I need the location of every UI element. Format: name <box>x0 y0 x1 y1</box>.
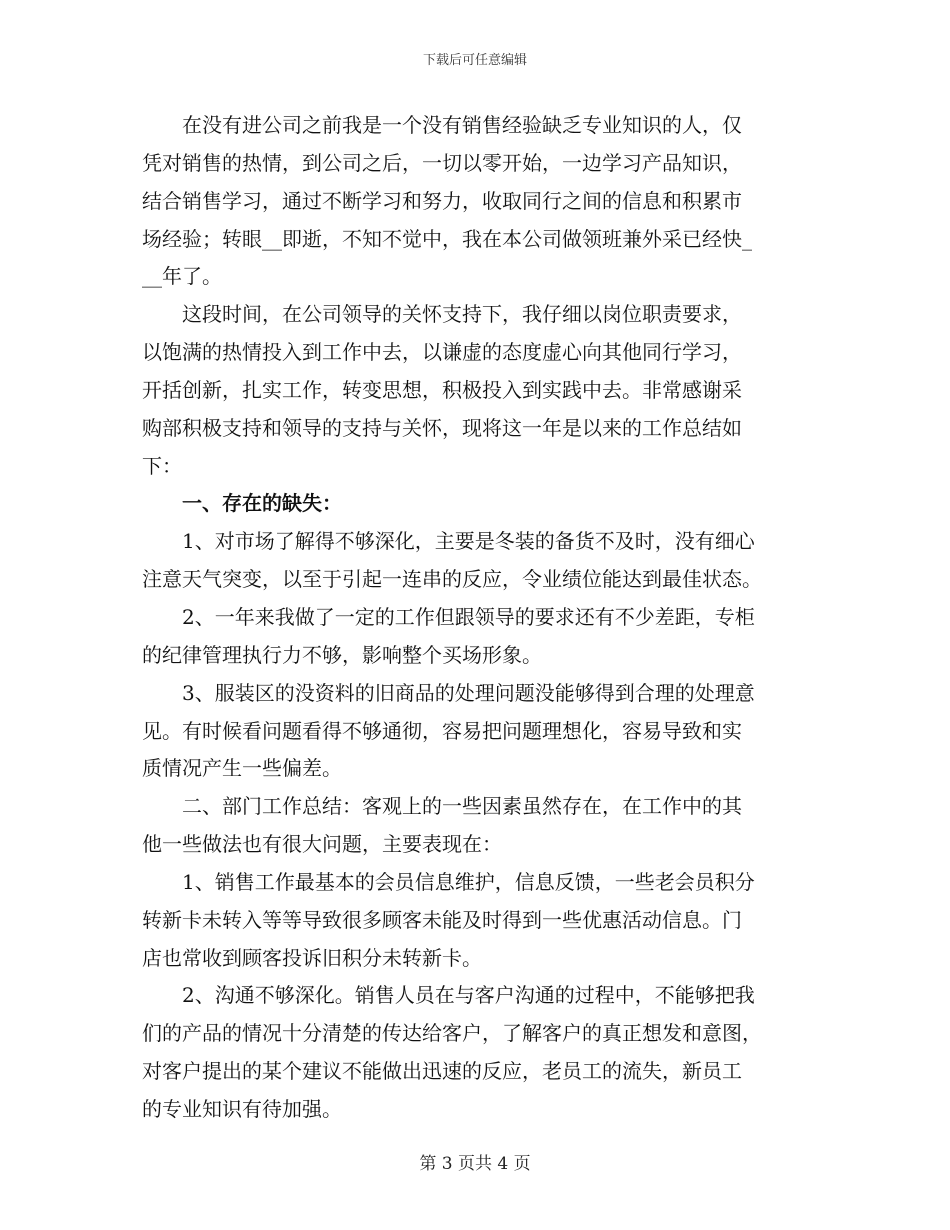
page-footer: 第 3 页共 4 页 <box>419 1154 531 1174</box>
page-header: 下载后可任意编辑 <box>422 53 527 68</box>
text-line: 下： <box>142 453 182 478</box>
text-line: 场经验；转眼__即逝，不知不觉中，我在本公司做领班兼外采已经快_ <box>142 226 752 251</box>
text-line: 购部积极支持和领导的支持与关怀，现将这一年是以来的工作总结如 <box>142 415 742 440</box>
text-line: 二、部门工作总结：客观上的一些因素虽然存在，在工作中的其 <box>182 794 742 819</box>
text-line: 见。有时候看问题看得不够通彻，容易把问题理想化，容易导致和实 <box>142 718 742 743</box>
text-line: 注意天气突变，以至于引起一连串的反应，令业绩位能达到最佳状态。 <box>142 567 762 592</box>
text-line: 结合销售学习，通过不断学习和努力，收取同行之间的信息和积累市 <box>142 188 742 213</box>
text-line: 1、对市场了解得不够深化，主要是冬装的备货不及时，没有细心 <box>182 529 755 554</box>
text-line: 转新卡未转入等等导致很多顾客未能及时得到一些优惠活动信息。门 <box>142 907 742 932</box>
text-line: 的专业知识有待加强。 <box>142 1096 342 1121</box>
text-line: 的纪律管理执行力不够，影响整个买场形象。 <box>142 642 542 667</box>
text-line: 2、沟通不够深化。销售人员在与客户沟通的过程中，不能够把我 <box>182 983 755 1008</box>
text-line: 3、服装区的没资料的旧商品的处理问题没能够得到合理的处理意 <box>182 680 755 705</box>
text-line: __年了。 <box>142 264 222 289</box>
text-line: 凭对销售的热情，到公司之后，一切以零开始，一边学习产品知识， <box>142 150 742 175</box>
text-line: 在没有进公司之前我是一个没有销售经验缺乏专业知识的人，仅 <box>182 113 742 137</box>
text-line: 2、一年来我做了一定的工作但跟领导的要求还有不少差距，专柜 <box>182 604 755 629</box>
text-line: 开括创新，扎实工作，转变思想，积极投入到实践中去。非常感谢采 <box>142 377 742 402</box>
document-body <box>142 107 810 1129</box>
text-line: 们的产品的情况十分清楚的传达给客户，了解客户的真正想发和意图， <box>142 1021 762 1046</box>
text-line: 他一些做法也有很大问题，主要表现在： <box>142 832 502 857</box>
text-line: 店也常收到顾客投诉旧积分未转新卡。 <box>142 945 482 970</box>
text-line: 对客户提出的某个建议不能做出迅速的反应，老员工的流失，新员工 <box>142 1059 742 1084</box>
text-line: 这段时间，在公司领导的关怀支持下，我仔细以岗位职责要求， <box>182 302 742 327</box>
text-line: 质情况产生一些偏差。 <box>142 756 342 781</box>
section-heading: 一、存在的缺失： <box>182 491 342 516</box>
text-line: 以饱满的热情投入到工作中去，以谦虚的态度虚心向其他同行学习， <box>142 340 742 365</box>
text-line: 1、销售工作最基本的会员信息维护，信息反馈，一些老会员积分 <box>182 869 755 894</box>
